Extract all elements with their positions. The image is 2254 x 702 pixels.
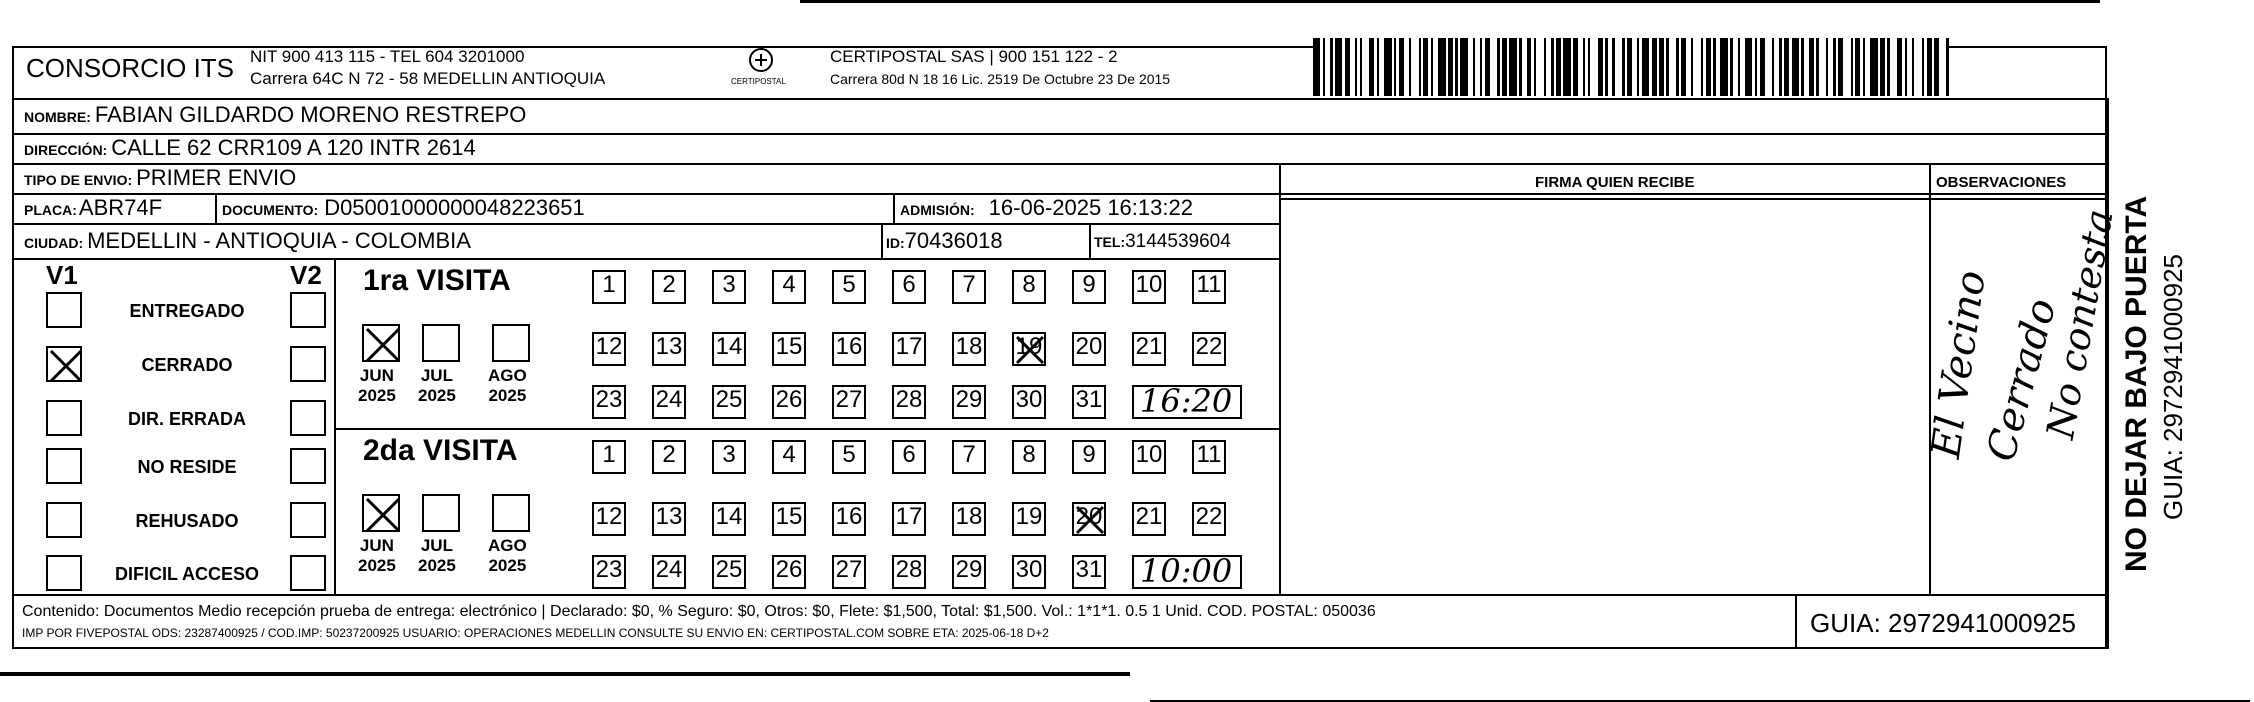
barcode-bar bbox=[1720, 38, 1727, 96]
status-label: CERRADO bbox=[141, 355, 233, 375]
month-checkbox[interactable] bbox=[362, 494, 400, 532]
company-nit: NIT 900 413 115 - TEL 604 3201000 bbox=[250, 47, 525, 66]
v1-checkbox[interactable] bbox=[46, 448, 82, 484]
status-label: NO RESIDE bbox=[137, 457, 237, 477]
day-box-24[interactable]: 24 bbox=[652, 385, 686, 419]
time-box[interactable] bbox=[1132, 382, 1242, 420]
barcode-bar bbox=[1384, 38, 1391, 96]
day-box-20[interactable]: 20 bbox=[1072, 332, 1106, 366]
day-box-18[interactable]: 18 bbox=[952, 332, 986, 366]
v2-checkbox[interactable] bbox=[290, 502, 326, 538]
status-label: REHUSADO bbox=[135, 511, 239, 531]
nombre-row bbox=[24, 104, 526, 126]
id-value: 70436018 bbox=[904, 228, 1003, 253]
month-label bbox=[358, 536, 396, 576]
tipo-value: PRIMER ENVIO bbox=[136, 165, 297, 190]
day-box-21[interactable]: 21 bbox=[1132, 332, 1166, 366]
certipostal-logo-icon bbox=[747, 46, 775, 74]
company-address: Carrera 64C N 72 - 58 MEDELLIN ANTIOQUIA bbox=[250, 69, 606, 88]
day-box-27[interactable]: 27 bbox=[832, 555, 866, 589]
footer-contenido: Contenido: Documentos Medio recepción prueba de entrega: electrónico | Declarado: $0, % Seguro: $0, Otros: $0, Flete: $1,500, Total: $1,500. Vol.: 1*1*1. 0.5 1 Unid. COD. POSTAL: 050036 bbox=[22, 603, 1376, 620]
tipo-row bbox=[24, 167, 296, 189]
visit-title: 1ra VISITA bbox=[363, 264, 511, 297]
day-box-15[interactable]: 15 bbox=[772, 502, 806, 536]
tipo-label: TIPO DE ENVIO: bbox=[24, 172, 133, 188]
direccion-value: CALLE 62 CRR109 A 120 INTR 2614 bbox=[111, 135, 476, 160]
admision-value: 16-06-2025 16:13:22 bbox=[988, 195, 1193, 220]
obs-line-1: El Vecino bbox=[1923, 267, 1995, 461]
month-checkbox[interactable] bbox=[362, 324, 400, 362]
day-box-29[interactable]: 29 bbox=[952, 555, 986, 589]
day-box-23[interactable]: 23 bbox=[592, 555, 626, 589]
rule bbox=[1279, 163, 1281, 594]
rule bbox=[12, 594, 2107, 596]
day-box-14[interactable]: 14 bbox=[712, 502, 746, 536]
nombre-value: FABIAN GILDARDO MORENO RESTREPO bbox=[94, 102, 527, 127]
day-box-31[interactable]: 31 bbox=[1072, 385, 1106, 419]
month-name: JUL bbox=[420, 366, 453, 385]
month-label bbox=[418, 536, 456, 576]
month-checkbox[interactable] bbox=[492, 494, 530, 532]
v2-checkbox[interactable] bbox=[290, 448, 326, 484]
day-box-22[interactable]: 22 bbox=[1192, 502, 1226, 536]
day-box-26[interactable]: 26 bbox=[772, 385, 806, 419]
month-label bbox=[488, 536, 527, 576]
status-label: DIR. ERRADA bbox=[127, 409, 246, 429]
status-label: ENTREGADO bbox=[129, 301, 245, 321]
rule bbox=[215, 193, 217, 223]
placa-row bbox=[24, 197, 162, 219]
carrier-address: Carrera 80d N 18 16 Lic. 2519 De Octubre 23 De 2015 bbox=[830, 71, 1171, 87]
obs-line-2: Cerrado bbox=[1978, 293, 2066, 467]
ciudad-row bbox=[24, 230, 471, 252]
barcode-bar bbox=[1460, 38, 1467, 96]
rule bbox=[12, 258, 1279, 260]
month-year: 2025 bbox=[358, 386, 396, 405]
day-box-6[interactable]: 6 bbox=[892, 440, 926, 474]
barcode-bar bbox=[1765, 38, 1772, 96]
handwritten-time: 16:20 bbox=[1140, 382, 1233, 420]
barcode-bar bbox=[1509, 38, 1516, 96]
day-box-3[interactable]: 3 bbox=[712, 270, 746, 304]
day-box-30[interactable]: 30 bbox=[1012, 385, 1046, 419]
admision-label: ADMISIÓN: bbox=[900, 202, 975, 218]
day-box-30[interactable]: 30 bbox=[1012, 555, 1046, 589]
tel-row bbox=[1094, 232, 1231, 251]
ciudad-label: CIUDAD: bbox=[24, 235, 84, 251]
day-box-16[interactable]: 16 bbox=[832, 332, 866, 366]
barcode-bar bbox=[1745, 38, 1752, 96]
month-label bbox=[358, 366, 396, 406]
day-box-2[interactable]: 2 bbox=[652, 440, 686, 474]
barcode-bar bbox=[1870, 38, 1877, 96]
barcode-bar bbox=[1490, 38, 1497, 96]
v1-checkbox[interactable] bbox=[46, 292, 82, 328]
day-box-7[interactable]: 7 bbox=[952, 440, 986, 474]
visit-title: 2da VISITA bbox=[363, 434, 518, 467]
rule bbox=[12, 163, 2107, 165]
placa-value: ABR74F bbox=[78, 195, 163, 220]
day-box-1[interactable]: 1 bbox=[592, 270, 626, 304]
day-box-6[interactable]: 6 bbox=[892, 270, 926, 304]
v2-header: V2 bbox=[290, 260, 322, 290]
nombre-label: NOMBRE: bbox=[24, 109, 91, 125]
day-box-25[interactable]: 25 bbox=[712, 385, 746, 419]
v1-checkbox[interactable] bbox=[46, 555, 82, 591]
v1-checkbox[interactable] bbox=[46, 346, 82, 382]
day-box-8[interactable]: 8 bbox=[1012, 440, 1046, 474]
day-box-17[interactable]: 17 bbox=[892, 502, 926, 536]
barcode-bar bbox=[1438, 38, 1445, 96]
day-box-18[interactable]: 18 bbox=[952, 502, 986, 536]
documento-label: DOCUMENTO: bbox=[222, 202, 319, 218]
day-box-29[interactable]: 29 bbox=[952, 385, 986, 419]
barcode-bar bbox=[1362, 38, 1369, 96]
barcode-bar bbox=[1843, 38, 1850, 96]
month-name: AGO bbox=[488, 366, 527, 385]
logo-caption: CERTIPOSTAL bbox=[731, 77, 786, 86]
day-box-7[interactable]: 7 bbox=[952, 270, 986, 304]
day-box-19[interactable]: 19 bbox=[1012, 332, 1046, 366]
admision-row bbox=[900, 197, 1193, 219]
side-guia: GUIA: 2972941000925 bbox=[2158, 254, 2188, 520]
rule bbox=[1929, 163, 1931, 594]
observaciones-header: OBSERVACIONES bbox=[1936, 174, 2067, 191]
month-name: JUN bbox=[359, 536, 394, 555]
day-box-2[interactable]: 2 bbox=[652, 270, 686, 304]
v2-checkbox[interactable] bbox=[290, 555, 326, 591]
day-box-16[interactable]: 16 bbox=[832, 502, 866, 536]
barcode-bar bbox=[1615, 38, 1622, 96]
day-box-21[interactable]: 21 bbox=[1132, 502, 1166, 536]
day-box-28[interactable]: 28 bbox=[892, 555, 926, 589]
barcode-bar bbox=[1411, 38, 1418, 96]
documento-value: D05001000000048223651 bbox=[324, 195, 585, 220]
day-box-9[interactable]: 9 bbox=[1072, 440, 1106, 474]
day-box-4[interactable]: 4 bbox=[772, 440, 806, 474]
month-name: AGO bbox=[488, 536, 527, 555]
month-label bbox=[488, 366, 527, 406]
tel-label: TEL: bbox=[1094, 234, 1126, 250]
footer-imp: IMP POR FIVEPOSTAL ODS: 23287400925 / COD.IMP: 50237200925 USUARIO: OPERACIONES MEDELLIN CONSULTE SU ENVIO EN: CERTIPOSTAL.COM SOBRE ETA: 2025-06-18 D+2 bbox=[22, 626, 1049, 640]
day-box-5[interactable]: 5 bbox=[832, 270, 866, 304]
direccion-row bbox=[24, 137, 476, 159]
month-checkbox[interactable] bbox=[422, 324, 460, 362]
barcode-bar bbox=[1536, 38, 1543, 96]
day-box-31[interactable]: 31 bbox=[1072, 555, 1106, 589]
page-edge bbox=[0, 672, 1130, 676]
barcode-bar bbox=[1819, 38, 1826, 96]
day-box-10[interactable]: 10 bbox=[1132, 270, 1166, 304]
month-label bbox=[418, 366, 456, 406]
month-name: JUN bbox=[359, 366, 394, 385]
month-year: 2025 bbox=[488, 556, 527, 575]
rule bbox=[12, 98, 2107, 100]
barcode-bar bbox=[1939, 38, 1946, 96]
month-year: 2025 bbox=[418, 386, 456, 405]
day-box-22[interactable]: 22 bbox=[1192, 332, 1226, 366]
day-box-28[interactable]: 28 bbox=[892, 385, 926, 419]
day-box-25[interactable]: 25 bbox=[712, 555, 746, 589]
rule bbox=[881, 223, 883, 258]
rule bbox=[1279, 198, 2107, 200]
ciudad-value: MEDELLIN - ANTIOQUIA - COLOMBIA bbox=[87, 228, 471, 253]
v1-checkbox[interactable] bbox=[46, 400, 82, 436]
barcode bbox=[1313, 38, 1950, 96]
v1-header: V1 bbox=[46, 260, 78, 290]
rule bbox=[1795, 594, 1797, 649]
month-year: 2025 bbox=[488, 386, 527, 405]
barcode-bar bbox=[1914, 38, 1921, 96]
barcode-bar bbox=[1693, 38, 1700, 96]
firma-header: FIRMA QUIEN RECIBE bbox=[1535, 174, 1695, 191]
day-box-20[interactable]: 20 bbox=[1072, 502, 1106, 536]
barcode-bar bbox=[1792, 38, 1799, 96]
no-dejar-warning: NO DEJAR BAJO PUERTA bbox=[2120, 195, 2153, 572]
v1-checkbox[interactable] bbox=[46, 502, 82, 538]
month-checkbox[interactable] bbox=[422, 494, 460, 532]
month-checkbox[interactable] bbox=[492, 324, 530, 362]
footer-guia: GUIA: 2972941000925 bbox=[1810, 608, 2076, 638]
time-box[interactable] bbox=[1132, 552, 1242, 590]
v2-checkbox[interactable] bbox=[290, 400, 326, 436]
documento-row bbox=[222, 197, 585, 219]
observaciones-handwriting bbox=[1923, 205, 2122, 590]
day-box-11[interactable]: 11 bbox=[1192, 270, 1226, 304]
barcode-bar bbox=[1946, 38, 1948, 96]
day-box-12[interactable]: 12 bbox=[592, 502, 626, 536]
day-box-3[interactable]: 3 bbox=[712, 440, 746, 474]
status-label: DIFICIL ACCESO bbox=[114, 564, 259, 584]
id-row bbox=[886, 230, 1003, 252]
page-edge bbox=[800, 0, 2100, 3]
barcode-bar bbox=[1669, 38, 1676, 96]
v2-checkbox[interactable] bbox=[290, 292, 326, 328]
day-box-15[interactable]: 15 bbox=[772, 332, 806, 366]
day-box-26[interactable]: 26 bbox=[772, 555, 806, 589]
obs-line-3: No contesta bbox=[2038, 205, 2122, 443]
rule bbox=[334, 258, 336, 594]
v2-checkbox[interactable] bbox=[290, 346, 326, 382]
day-box-11[interactable]: 11 bbox=[1192, 440, 1226, 474]
day-box-19[interactable]: 19 bbox=[1012, 502, 1046, 536]
day-box-9[interactable]: 9 bbox=[1072, 270, 1106, 304]
day-box-5[interactable]: 5 bbox=[832, 440, 866, 474]
rule bbox=[1089, 223, 1091, 258]
id-label: ID: bbox=[886, 235, 905, 251]
barcode-bar bbox=[1590, 38, 1597, 96]
barcode-bar bbox=[1642, 38, 1649, 96]
company-name: CONSORCIO ITS bbox=[26, 53, 235, 83]
barcode-bar bbox=[1890, 38, 1897, 96]
day-box-4[interactable]: 4 bbox=[772, 270, 806, 304]
day-box-12[interactable]: 12 bbox=[592, 332, 626, 366]
day-box-13[interactable]: 13 bbox=[652, 332, 686, 366]
day-box-23[interactable]: 23 bbox=[592, 385, 626, 419]
barcode-bar bbox=[1313, 38, 1320, 96]
rule bbox=[893, 193, 895, 223]
day-box-17[interactable]: 17 bbox=[892, 332, 926, 366]
rule bbox=[2107, 98, 2109, 649]
day-box-1[interactable]: 1 bbox=[592, 440, 626, 474]
direccion-label: DIRECCIÓN: bbox=[24, 142, 108, 158]
placa-label: PLACA: bbox=[24, 202, 77, 218]
day-box-14[interactable]: 14 bbox=[712, 332, 746, 366]
day-box-24[interactable]: 24 bbox=[652, 555, 686, 589]
day-box-10[interactable]: 10 bbox=[1132, 440, 1166, 474]
barcode-bar bbox=[1335, 38, 1342, 96]
rule bbox=[334, 428, 1279, 430]
day-box-13[interactable]: 13 bbox=[652, 502, 686, 536]
handwritten-time: 10:00 bbox=[1140, 552, 1233, 590]
barcode-bar bbox=[1563, 38, 1570, 96]
carrier-name: CERTIPOSTAL SAS | 900 151 122 - 2 bbox=[830, 47, 1118, 66]
month-name: JUL bbox=[420, 536, 453, 555]
day-box-8[interactable]: 8 bbox=[1012, 270, 1046, 304]
month-year: 2025 bbox=[418, 556, 456, 575]
month-year: 2025 bbox=[358, 556, 396, 575]
tel-value: 3144539604 bbox=[1125, 231, 1231, 252]
day-box-27[interactable]: 27 bbox=[832, 385, 866, 419]
